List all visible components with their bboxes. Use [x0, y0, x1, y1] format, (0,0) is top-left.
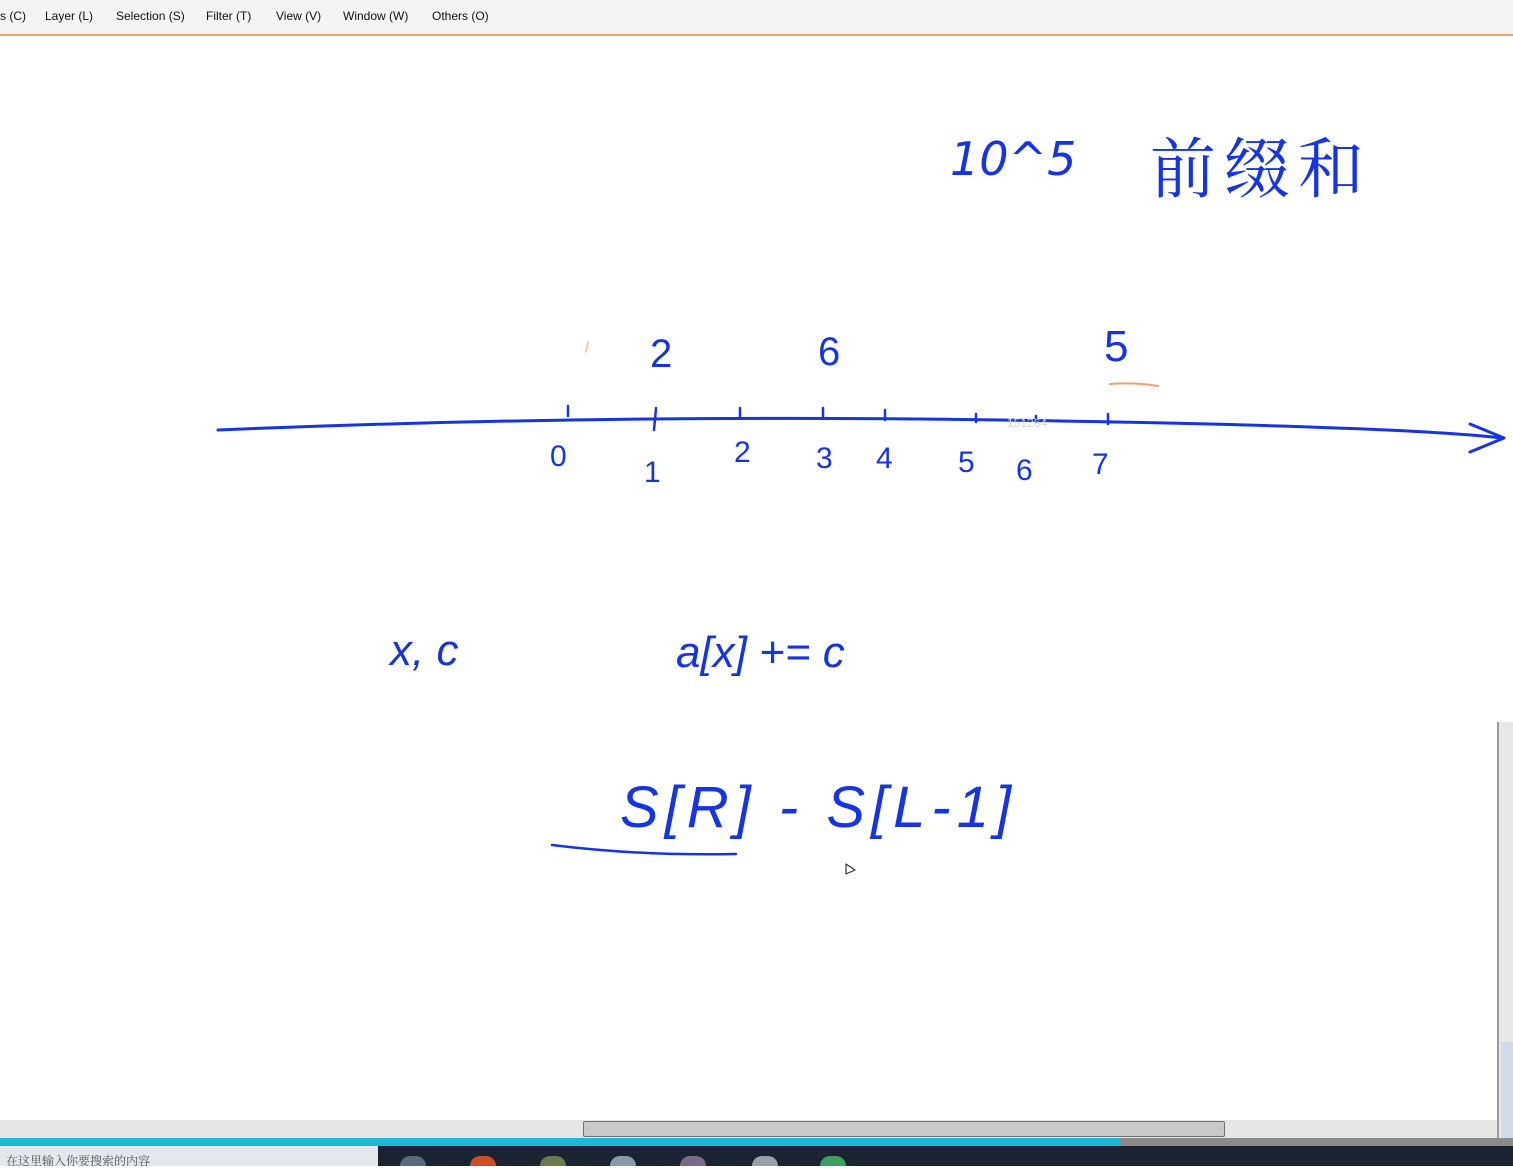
app-icon[interactable]	[680, 1156, 706, 1166]
taskbar	[0, 1146, 1513, 1166]
file-icon[interactable]	[752, 1156, 778, 1166]
above-value-3: 6	[818, 330, 841, 374]
watermark-text: 151264	[1007, 416, 1048, 430]
menu-item-selection[interactable]: Selection (S)	[116, 9, 185, 23]
above-value-7: 5	[1104, 322, 1129, 371]
cursor-icon	[846, 864, 855, 874]
webcam-overlay	[1497, 722, 1513, 1142]
scrollbar-thumb[interactable]	[583, 1121, 1225, 1137]
taskbar-search-box[interactable]	[0, 1146, 378, 1166]
header-title: 前缀和	[1150, 131, 1372, 208]
number-line-axis	[218, 418, 1502, 438]
drawing-canvas[interactable]	[0, 36, 1513, 1120]
above-value-1: 2	[650, 332, 673, 376]
formula-range-sum: S[R] - S[L-1]	[620, 775, 1018, 840]
formula-update: a[x] += c	[676, 628, 845, 677]
app-icon[interactable]	[540, 1156, 566, 1166]
clock-icon[interactable]	[610, 1156, 636, 1166]
tick-label-2: 2	[734, 436, 751, 469]
tick-label-7: 7	[1092, 448, 1109, 481]
tick-label-6: 6	[1016, 454, 1033, 487]
taskbar-search-placeholder: 在这里输入你要搜索的内容	[6, 1154, 151, 1168]
orange-mark	[586, 342, 588, 352]
menu-item-layer[interactable]: Layer (L)	[45, 9, 94, 23]
horizontal-scrollbar[interactable]	[0, 1120, 1497, 1138]
orange-stroke	[1110, 383, 1158, 386]
tick-label-3: 3	[816, 442, 833, 475]
formula-underline	[552, 845, 736, 854]
tick-label-0: 0	[550, 440, 567, 473]
menu-item-view[interactable]: View (V)	[276, 9, 322, 23]
menu-item-window[interactable]: Window (W)	[343, 9, 409, 23]
tick-label-1: 1	[644, 456, 661, 489]
menu-item-filter[interactable]: Filter (T)	[206, 9, 252, 23]
tick-label-5: 5	[958, 446, 975, 479]
menu-item-canvas[interactable]: s (C)	[0, 9, 26, 23]
progress-fill	[0, 1138, 1120, 1146]
tick-1	[654, 408, 656, 430]
taskview-icon[interactable]	[400, 1156, 426, 1166]
video-progress-bar[interactable]	[0, 1138, 1513, 1146]
menu-bar	[0, 0, 1513, 36]
webcam-person	[1501, 1042, 1513, 1142]
formula-operation: x, c	[390, 626, 459, 675]
wechat-icon[interactable]	[820, 1156, 846, 1166]
tick-label-4: 4	[876, 442, 893, 475]
menu-item-others[interactable]: Others (O)	[432, 9, 489, 23]
header-exponent-note: 10^5	[950, 132, 1077, 186]
chrome-icon[interactable]	[470, 1156, 496, 1166]
